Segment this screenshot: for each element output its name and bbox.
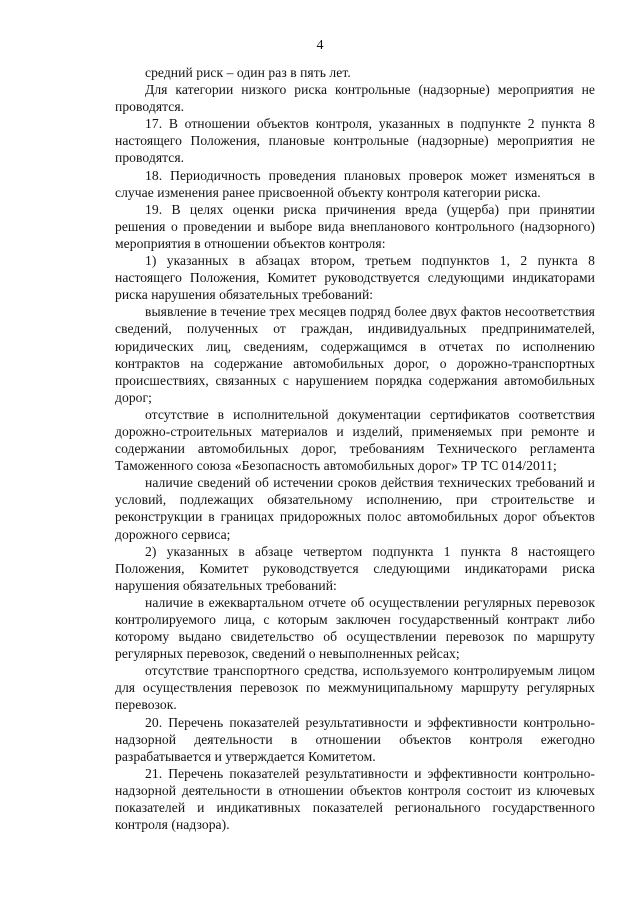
page-number: 4 [316, 38, 324, 53]
paragraph: средний риск – один раз в пять лет. [145, 65, 351, 80]
document-body [115, 64, 595, 833]
paragraph: наличие сведений об истечении сроков действия технических требований и условий, подлежащих обязательному исполнению, при строительстве и реконструкции в границах придорожных полос автомобильных дорог объектов дорожного сервиса; [115, 475, 595, 542]
paragraph: 18. Периодичность проведения плановых проверок может изменяться в случае изменения ранее присвоенной объекту контроля категории риска. [115, 167, 595, 200]
paragraph: 19. В целях оценки риска причинения вреда (ущерба) при принятии решения о проведении и выборе вида внепланового контрольного (надзорного) мероприятия в отношении объектов контроля: [115, 201, 595, 251]
paragraph: 21. Перечень показателей результативности и эффективности контрольно-надзорной деятельности в отношении объектов контроля состоит из ключевых показателей и индикативных показателей регионального государственного контроля (надзора). [115, 765, 595, 833]
paragraph: отсутствие транспортного средства, используемого контролируемым лицом для осуществления перевозок по межмуниципальному маршруту регулярных перевозок. [115, 663, 595, 713]
paragraph: выявление в течение трех месяцев подряд более двух фактов несоответствия сведений, полученных от граждан, индивидуальных предпринимателей, юридических лиц, сведениям, содержащимся в отчетах по исполнению контрактов на содержание автомобильных дорог, о дорожно-транспортных происшествиях, связанных с нарушением порядка содержания автомобильных дорог; [115, 304, 595, 405]
paragraph: наличие в ежеквартальном отчете об осуществлении регулярных перевозок контролируемого лица, с которым заключен государственный контракт либо которому выдано свидетельство об осуществлении перевозок по маршруту регулярных перевозок, сведений о невыполненных рейсах; [115, 594, 595, 662]
paragraph: отсутствие в исполнительной документации сертификатов соответствия дорожно-строительных материалов и изделий, применяемых при ремонте и содержании автомобильных дорог, требованиям Технического регламента Таможенного союза «Безопасность автомобильных дорог» ТР ТС 014/2011; [115, 406, 595, 474]
paragraph: 2) указанных в абзаце четвертом подпункта 1 пункта 8 настоящего Положения, Комитет руководствуется следующими индикаторами риска нарушения обязательных требований: [115, 543, 595, 593]
paragraph: 1) указанных в абзацах втором, третьем подпунктов 1, 2 пункта 8 настоящего Положения, Комитет руководствуется следующими индикаторами риска нарушения обязательных требований: [115, 253, 595, 303]
paragraph: Для категории низкого риска контрольные (надзорные) мероприятия не проводятся. [115, 82, 595, 115]
paragraph: 20. Перечень показателей результативности и эффективности контрольно-надзорной деятельности в отношении объектов контроля ежегодно разрабатывается и утверждается Комитетом. [115, 714, 595, 764]
paragraph: 17. В отношении объектов контроля, указанных в подпункте 2 пункта 8 настоящего Положения, плановые контрольные (надзорные) мероприятия не проводятся. [115, 116, 595, 166]
